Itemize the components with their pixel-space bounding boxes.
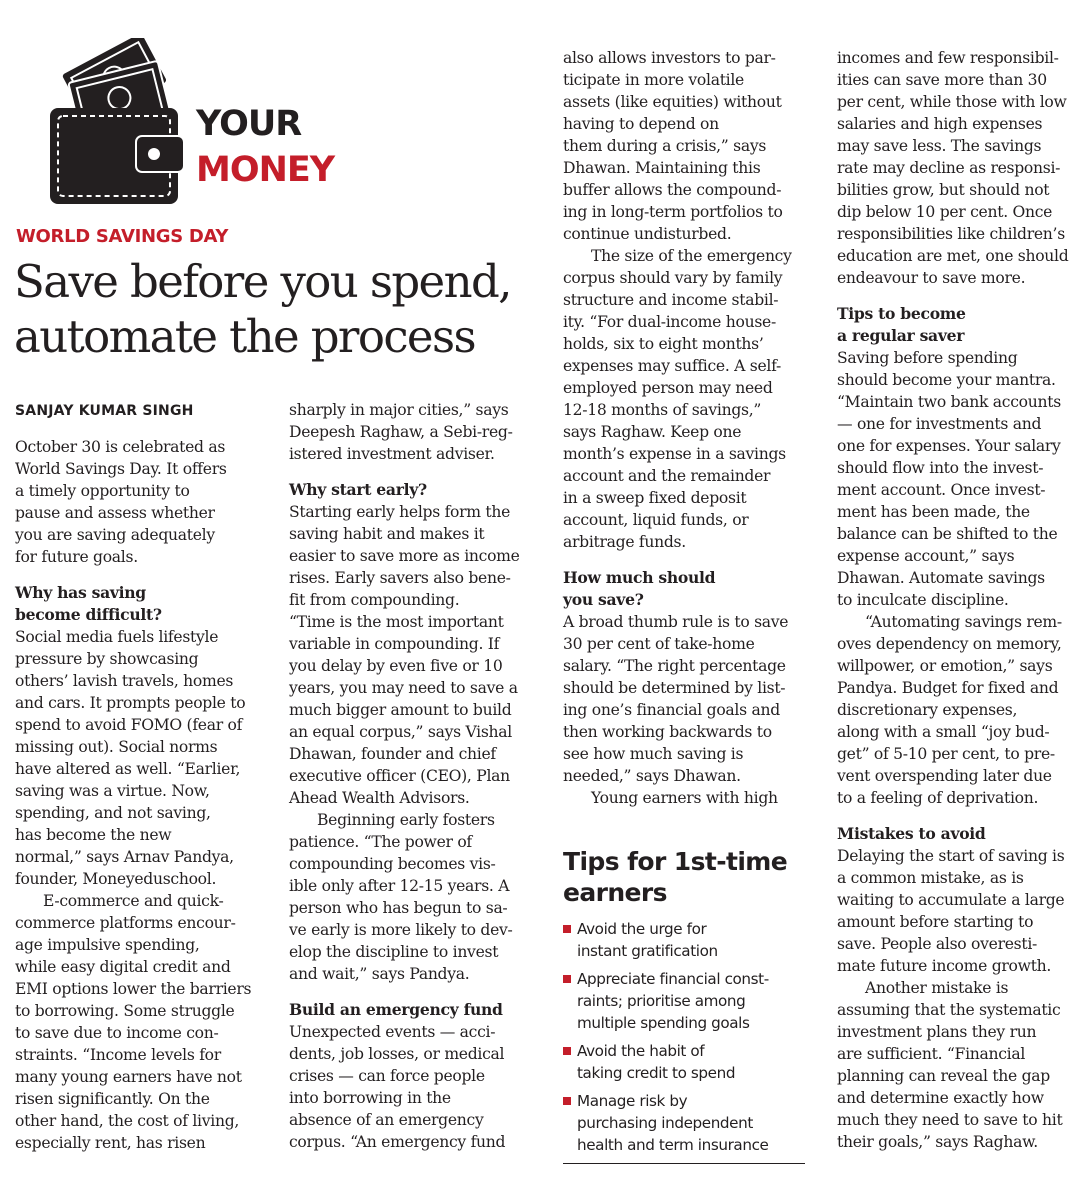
paragraph	[289, 501, 547, 809]
text-line: buffer allows the compound-	[563, 181, 782, 199]
text-line: variable in compounding. If	[289, 635, 500, 653]
text-line: age impulsive spending,	[15, 936, 200, 954]
text-line: 12-18 months of savings,”	[563, 401, 762, 419]
text-line: incomes and few responsibil-	[837, 49, 1059, 67]
text-line: sharply in major cities,” says	[289, 401, 509, 419]
byline: SANJAY KUMAR SINGH	[15, 403, 194, 419]
text-line: holds, six to eight months’	[563, 335, 764, 353]
text-line: years, you may need to save a	[289, 679, 518, 697]
section-title-line1: YOUR	[196, 104, 302, 144]
text-line: should be determined by list-	[563, 679, 786, 697]
text-line: become difficult?	[15, 605, 162, 624]
text-line: amount before starting to	[837, 913, 1034, 931]
wallet-with-banknotes-icon	[40, 38, 190, 208]
text-line: easier to save more as income	[289, 547, 520, 565]
tip-line: taking credit to spend	[577, 1064, 736, 1082]
text-line: “Automating savings rem-	[865, 613, 1062, 631]
text-line: World Savings Day. It offers	[15, 460, 227, 478]
text-line: rises. Early savers also bene-	[289, 569, 511, 587]
headline	[14, 254, 544, 364]
text-line: one for expenses. Your salary	[837, 437, 1061, 455]
text-line: their goals,” says Raghaw.	[837, 1133, 1038, 1151]
text-line: month’s expense in a savings	[563, 445, 786, 463]
subheading	[15, 582, 273, 626]
text-line: planning can reveal the gap	[837, 1067, 1050, 1085]
text-line: Social media fuels lifestyle	[15, 628, 219, 646]
text-line: ve early is more likely to dev-	[289, 921, 513, 939]
text-line: salaries and high expenses	[837, 115, 1043, 133]
text-line: expenses may suffice. A self-	[563, 357, 781, 375]
paragraph	[563, 611, 821, 787]
text-line: needed,” says Dhawan.	[563, 767, 741, 785]
paragraph	[563, 787, 821, 809]
paragraph	[289, 1021, 547, 1153]
text-line: ity. “For dual-income house-	[563, 313, 776, 331]
text-line: to save due to income con-	[15, 1024, 219, 1042]
tip-item	[563, 918, 813, 962]
text-line: Deepesh Raghaw, a Sebi-reg-	[289, 423, 513, 441]
kicker: WORLD SAVINGS DAY	[16, 226, 229, 247]
text-line: especially rent, has risen	[15, 1134, 206, 1152]
tips-box-title	[563, 846, 813, 908]
text-line: to a feeling of deprivation.	[837, 789, 1039, 807]
text-line: many young earners have not	[15, 1068, 242, 1086]
text-line: crises — can force people	[289, 1067, 485, 1085]
text-line: account and the remainder	[563, 467, 771, 485]
tip-item	[563, 968, 813, 1034]
paragraph	[837, 845, 1091, 977]
subheading	[837, 823, 1091, 845]
text-line: expense account,” says	[837, 547, 1015, 565]
tip-line: health and term insurance	[577, 1136, 769, 1154]
bullet-square-icon	[563, 1097, 571, 1105]
paragraph	[837, 977, 1091, 1153]
text-line: istered investment adviser.	[289, 445, 495, 463]
tip-line: instant gratification	[577, 942, 718, 960]
text-line: along with a small “joy bud-	[837, 723, 1050, 741]
text-line: and cars. It prompts people to	[15, 694, 246, 712]
text-line: may save less. The savings	[837, 137, 1042, 155]
tip-line: Appreciate financial const-	[577, 970, 769, 988]
text-line: Beginning early fosters	[317, 811, 495, 829]
text-line: earners	[563, 878, 667, 907]
tip-line: multiple spending goals	[577, 1014, 750, 1032]
text-line: salary. “The right percentage	[563, 657, 786, 675]
text-line: says Raghaw. Keep one	[563, 423, 742, 441]
text-line: Why start early?	[289, 480, 427, 499]
text-line: waiting to accumulate a large	[837, 891, 1065, 909]
subheading	[837, 303, 1091, 347]
text-line: Delaying the start of saving is	[837, 847, 1065, 865]
text-line: ing one’s financial goals and	[563, 701, 780, 719]
text-line: you save?	[563, 590, 644, 609]
text-line: ible only after 12-15 years. A	[289, 877, 510, 895]
text-line: Ahead Wealth Advisors.	[289, 789, 470, 807]
text-line: founder, Moneyeduschool.	[15, 870, 217, 888]
text-line: discretionary expenses,	[837, 701, 1018, 719]
text-line: How much should	[563, 568, 716, 587]
bullet-square-icon	[563, 1047, 571, 1055]
text-line: dip below 10 per cent. Once	[837, 203, 1053, 221]
tip-line: Avoid the urge for	[577, 920, 707, 938]
subheading	[563, 567, 821, 611]
text-line: see how much saving is	[563, 745, 744, 763]
text-line: get” of 5-10 per cent, to pre-	[837, 745, 1055, 763]
headline-line: Save before you spend,	[14, 255, 511, 308]
text-line: to borrowing. Some struggle	[15, 1002, 235, 1020]
text-line: assuming that the systematic	[837, 1001, 1061, 1019]
text-line: The size of the emergency	[591, 247, 792, 265]
text-line: a timely opportunity to	[15, 482, 190, 500]
text-line: EMI options lower the barriers	[15, 980, 252, 998]
text-line: bilities grow, but should not	[837, 181, 1050, 199]
text-line: other hand, the cost of living,	[15, 1112, 240, 1130]
text-line: also allows investors to par-	[563, 49, 776, 67]
column-2	[289, 399, 547, 1153]
paragraph	[289, 809, 547, 985]
paragraph	[563, 47, 821, 245]
text-line: corpus. “An emergency fund	[289, 1133, 506, 1151]
text-line: investment plans they run	[837, 1023, 1037, 1041]
text-line: others’ lavish travels, homes	[15, 672, 234, 690]
paragraph	[15, 626, 273, 890]
text-line: then working backwards to	[563, 723, 772, 741]
text-line: you delay by even five or 10	[289, 657, 503, 675]
text-line: has become the new	[15, 826, 172, 844]
text-line: 30 per cent of take-home	[563, 635, 755, 653]
paragraph	[289, 399, 547, 465]
text-line: Starting early helps form the	[289, 503, 511, 521]
text-line: normal,” says Arnav Pandya,	[15, 848, 234, 866]
text-line: should become your mantra.	[837, 371, 1056, 389]
text-line: ities can save more than 30	[837, 71, 1047, 89]
text-line: Build an emergency fund	[289, 1000, 503, 1019]
text-line: commerce platforms encour-	[15, 914, 236, 932]
text-line: corpus should vary by family	[563, 269, 783, 287]
text-line: saving habit and makes it	[289, 525, 485, 543]
text-line: person who has begun to sa-	[289, 899, 508, 917]
tip-line: Avoid the habit of	[577, 1042, 705, 1060]
text-line: oves dependency on memory,	[837, 635, 1062, 653]
text-line: ment has been made, the	[837, 503, 1030, 521]
text-line: patience. “The power of	[289, 833, 472, 851]
column-1	[15, 400, 273, 1154]
text-line: arbitrage funds.	[563, 533, 686, 551]
text-line: pressure by showcasing	[15, 650, 199, 668]
text-line: Dhawan, founder and chief	[289, 745, 496, 763]
text-line: missing out). Social norms	[15, 738, 218, 756]
text-line: employed person may need	[563, 379, 773, 397]
text-line: Mistakes to avoid	[837, 824, 986, 843]
paragraph	[837, 611, 1091, 809]
text-line: October 30 is celebrated as	[15, 438, 226, 456]
text-line: to inculcate discipline.	[837, 591, 1009, 609]
text-line: balance can be shifted to the	[837, 525, 1058, 543]
text-line: Pandya. Budget for fixed and	[837, 679, 1059, 697]
text-line: Saving before spending	[837, 349, 1018, 367]
subheading	[289, 479, 547, 501]
text-line: are sufficient. “Financial	[837, 1045, 1026, 1063]
text-line: straints. “Income levels for	[15, 1046, 221, 1064]
text-line: “Maintain two bank accounts	[837, 393, 1061, 411]
text-line: spending, and not saving,	[15, 804, 211, 822]
text-line: “Time is the most important	[289, 613, 504, 631]
text-line: while easy digital credit and	[15, 958, 231, 976]
text-line: save. People also overesti-	[837, 935, 1037, 953]
text-line: for future goals.	[15, 548, 138, 566]
text-line: education are met, one should	[837, 247, 1069, 265]
tips-box	[563, 846, 813, 1162]
subheading	[289, 999, 547, 1021]
text-line: compounding becomes vis-	[289, 855, 496, 873]
text-line: endeavour to save more.	[837, 269, 1026, 287]
text-line: Unexpected events — acci-	[289, 1023, 496, 1041]
text-line: have altered as well. “Earlier,	[15, 760, 241, 778]
text-line: Young earners with high	[591, 789, 778, 807]
text-line: a regular saver	[837, 326, 965, 345]
text-line: dents, job losses, or medical	[289, 1045, 505, 1063]
text-line: should flow into the invest-	[837, 459, 1044, 477]
text-line: and wait,” says Pandya.	[289, 965, 470, 983]
text-line: Another mistake is	[865, 979, 1009, 997]
text-line: absence of an emergency	[289, 1111, 484, 1129]
text-line: structure and income stabil-	[563, 291, 779, 309]
text-line: having to depend on	[563, 115, 719, 133]
text-line: Tips to become	[837, 304, 966, 323]
text-line: in a sweep fixed deposit	[563, 489, 747, 507]
tip-line: purchasing independent	[577, 1114, 753, 1132]
text-line: vent overspending later due	[837, 767, 1052, 785]
text-line: executive officer (CEO), Plan	[289, 767, 510, 785]
paragraph	[563, 245, 821, 553]
text-line: Tips for 1st-time	[563, 847, 788, 876]
text-line: rate may decline as responsi-	[837, 159, 1061, 177]
paragraph	[837, 347, 1091, 611]
text-line: A broad thumb rule is to save	[563, 613, 789, 631]
paragraph	[15, 890, 273, 1154]
text-line: Dhawan. Maintaining this	[563, 159, 761, 177]
text-line: them during a crisis,” says	[563, 137, 767, 155]
text-line: ticipate in more volatile	[563, 71, 744, 89]
text-line: mate future income growth.	[837, 957, 1052, 975]
tips-list	[563, 918, 813, 1156]
text-line: an equal corpus,” says Vishal	[289, 723, 512, 741]
tip-line: raints; prioritise among	[577, 992, 746, 1010]
text-line: ing in long-term portfolios to	[563, 203, 783, 221]
text-line: saving was a virtue. Now,	[15, 782, 210, 800]
tip-item	[563, 1090, 813, 1156]
text-line: Why has saving	[15, 583, 146, 602]
bullet-square-icon	[563, 925, 571, 933]
section-title-line2: MONEY	[196, 150, 335, 190]
text-line: continue undisturbed.	[563, 225, 732, 243]
column-3	[563, 47, 821, 809]
column-4	[837, 47, 1091, 1153]
text-line: ment account. Once invest-	[837, 481, 1046, 499]
text-line: spend to avoid FOMO (fear of	[15, 716, 243, 734]
text-line: you are saving adequately	[15, 526, 215, 544]
text-line: responsibilities like children’s	[837, 225, 1065, 243]
text-line: account, liquid funds, or	[563, 511, 749, 529]
text-line: assets (like equities) without	[563, 93, 782, 111]
text-line: risen significantly. On the	[15, 1090, 210, 1108]
tip-item	[563, 1040, 813, 1084]
text-line: — one for investments and	[837, 415, 1042, 433]
box-rule	[563, 1163, 805, 1164]
text-line: much they need to save to hit	[837, 1111, 1063, 1129]
bullet-square-icon	[563, 975, 571, 983]
headline-line: automate the process	[14, 310, 475, 363]
tip-line: Manage risk by	[577, 1092, 688, 1110]
text-line: per cent, while those with low	[837, 93, 1067, 111]
text-line: fit from compounding.	[289, 591, 460, 609]
text-line: a common mistake, as is	[837, 869, 1024, 887]
text-line: elop the discipline to invest	[289, 943, 499, 961]
paragraph	[15, 436, 273, 568]
text-line: into borrowing in the	[289, 1089, 451, 1107]
text-line: and determine exactly how	[837, 1089, 1044, 1107]
text-line: much bigger amount to build	[289, 701, 512, 719]
text-line: E-commerce and quick-	[43, 892, 224, 910]
text-line: Dhawan. Automate savings	[837, 569, 1045, 587]
text-line: willpower, or emotion,” says	[837, 657, 1053, 675]
paragraph	[837, 47, 1091, 289]
text-line: pause and assess whether	[15, 504, 215, 522]
